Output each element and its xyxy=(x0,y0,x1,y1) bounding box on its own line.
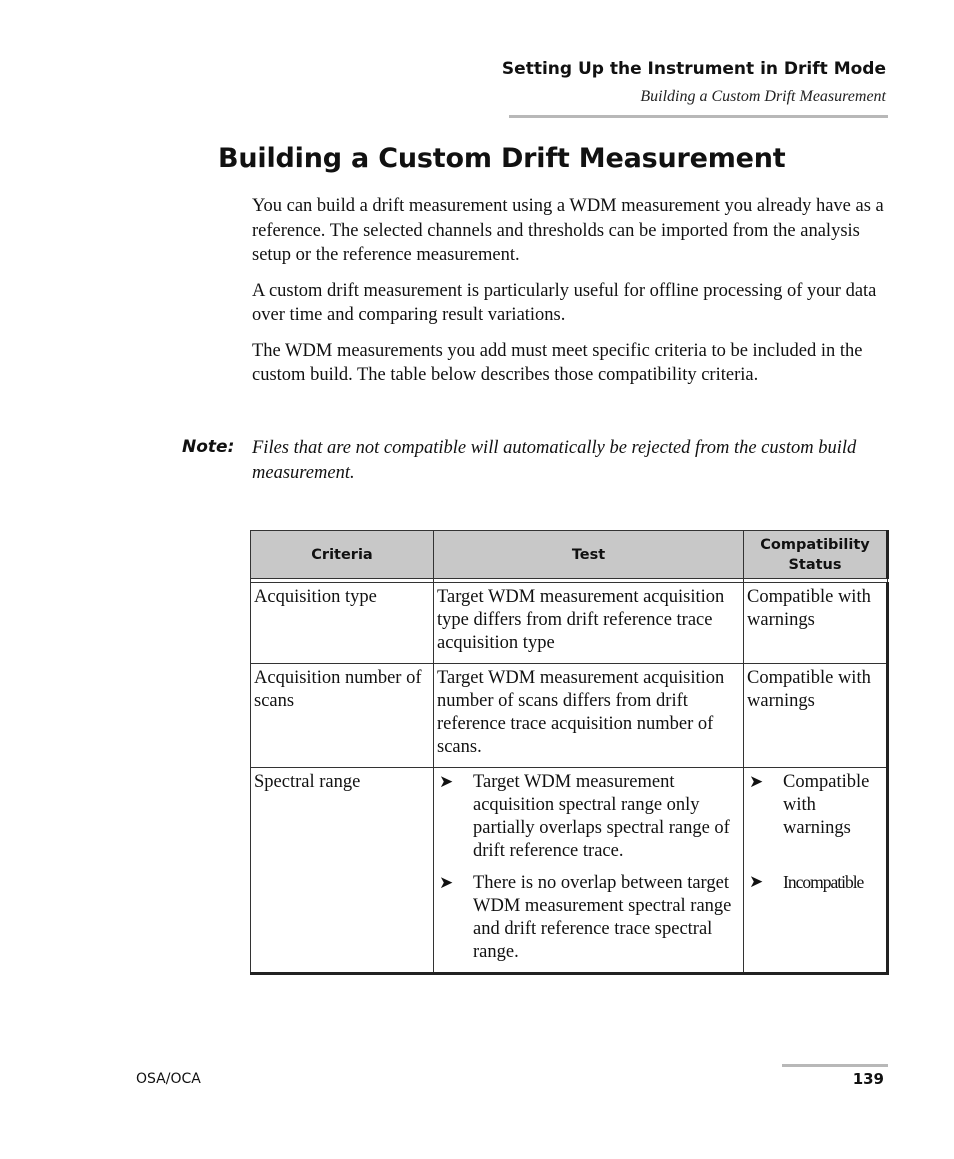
header-rule xyxy=(509,115,888,118)
list-item xyxy=(747,871,883,894)
compatibility-table xyxy=(250,530,889,975)
note-label: Note: xyxy=(182,437,235,457)
arrowhead-bullet-icon: ➤ xyxy=(439,873,454,893)
list-item xyxy=(437,771,740,863)
test-cell: Target WDM measurement acquisition number of scans differs from drift reference trace acquisition number of scans. xyxy=(434,664,744,768)
status-cell: Compatible with warnings xyxy=(744,664,888,768)
criteria-cell: Acquisition number of scans xyxy=(251,664,434,768)
bullet-text: Incompatible xyxy=(783,872,864,892)
table-row xyxy=(251,664,888,768)
paragraph: You can build a drift measurement using a WDM measurement you already have as a reference. The selected channels and thresholds can be imported from the analysis setup or the reference measurement. xyxy=(252,196,884,265)
page-title: Building a Custom Drift Measurement xyxy=(218,143,786,174)
table-header-row xyxy=(251,531,888,579)
note-text: Files that are not compatible will automatically be rejected from the custom build measurement. xyxy=(252,438,857,483)
footer-rule xyxy=(782,1064,888,1067)
table-row xyxy=(251,768,888,974)
status-cell: Compatible with warnings xyxy=(744,583,888,664)
arrowhead-bullet-icon: ➤ xyxy=(749,872,764,892)
list-item xyxy=(437,872,740,964)
bullet-text: Compatible with warnings xyxy=(783,772,870,838)
paragraph: The WDM measurements you add must meet specific criteria to be included in the custom build. The table below describes those compatibility criteria. xyxy=(252,340,863,385)
criteria-cell: Spectral range xyxy=(251,768,434,974)
test-cell xyxy=(434,768,744,974)
section-subtitle: Building a Custom Drift Measurement xyxy=(640,88,886,105)
arrowhead-bullet-icon: ➤ xyxy=(439,772,454,792)
column-header-test: Test xyxy=(434,531,744,579)
bullet-text: Target WDM measurement acquisition spectral range only partially overlaps spectral range of drift reference trace. xyxy=(473,772,730,861)
list-item xyxy=(747,771,883,840)
table-row xyxy=(251,583,888,664)
status-cell xyxy=(744,768,888,974)
paragraph: A custom drift measurement is particularly useful for offline processing of your data over time and comparing result variations. xyxy=(252,280,877,325)
test-cell: Target WDM measurement acquisition type differs from drift reference trace acquisition type xyxy=(434,583,744,664)
page-number: 139 xyxy=(852,1070,884,1088)
body-text xyxy=(252,194,892,399)
chapter-title: Setting Up the Instrument in Drift Mode xyxy=(501,59,886,79)
column-header-status: Compatibility Status xyxy=(744,531,888,579)
bullet-text: There is no overlap between target WDM measurement spectral range and drift reference trace spectral range. xyxy=(473,873,732,962)
footer-product: OSA/OCA xyxy=(136,1071,201,1087)
criteria-cell: Acquisition type xyxy=(251,583,434,664)
arrowhead-bullet-icon: ➤ xyxy=(749,772,764,792)
running-header xyxy=(502,58,886,108)
column-header-criteria: Criteria xyxy=(251,531,434,579)
